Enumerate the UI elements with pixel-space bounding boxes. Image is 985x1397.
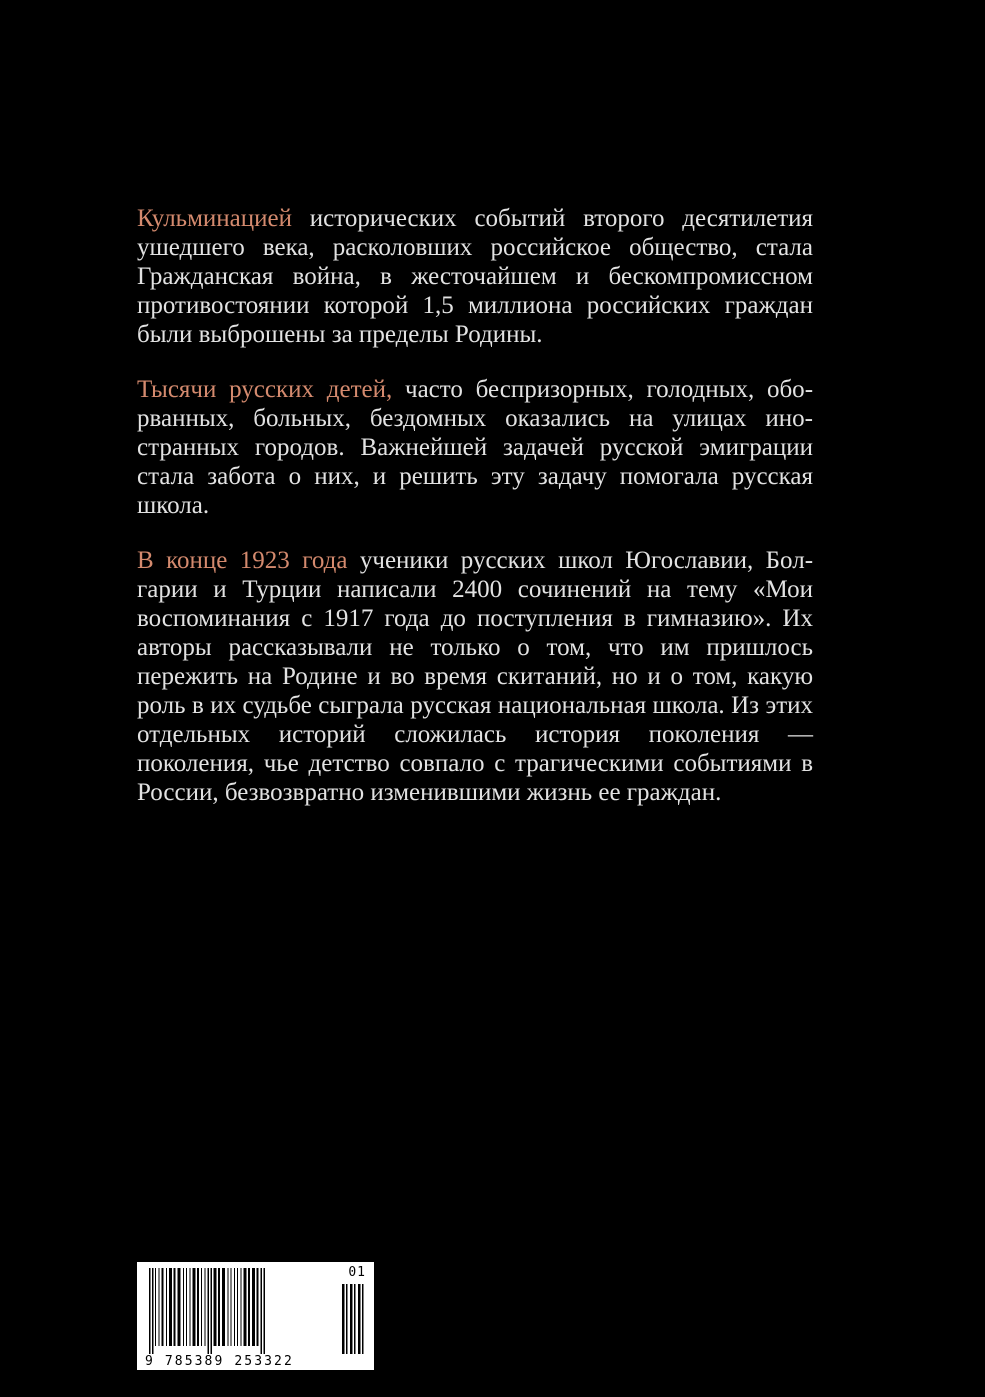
barcode-addon-digits: 01 — [348, 1265, 366, 1280]
paragraph-1-lead: Кульминацией — [137, 205, 292, 232]
barcode-bar — [193, 1268, 196, 1346]
barcode-bar — [186, 1268, 187, 1346]
barcode-bar — [190, 1268, 191, 1346]
barcode-bar — [155, 1268, 156, 1346]
barcode-bar — [149, 1268, 151, 1354]
barcode-digits: 9 785389 253322 — [145, 1354, 294, 1369]
barcode-bar — [222, 1268, 225, 1346]
barcode-addon-bar — [342, 1284, 345, 1354]
barcode-bar — [205, 1268, 206, 1346]
barcode-bar — [201, 1268, 202, 1346]
barcode-bar — [162, 1268, 164, 1346]
barcode-bar — [197, 1268, 199, 1346]
barcode-bar — [244, 1268, 247, 1346]
barcode-bar — [237, 1268, 238, 1346]
barcode-bar — [264, 1268, 266, 1354]
barcode-bar — [257, 1268, 259, 1346]
barcode-bar — [241, 1268, 242, 1346]
barcode-bar — [159, 1268, 160, 1346]
barcode-bar — [152, 1268, 154, 1354]
paragraph-2-body: часто беспризорных, голодных, оборванных, больных, бездомных оказались на улицах иностранных городов. Важнейшей задачей русской эмиграции стала забота о них, и решить эту задачу помогала русская школа. — [137, 376, 814, 519]
isbn-barcode — [137, 1262, 374, 1370]
barcode-addon-bar — [362, 1284, 364, 1354]
paragraph-1-body: исторических событий второго десятилетия ушедшего века, расколовших российское общество, стала Гражданская война, в жесточайшем и бескомпромиссном противостоянии которой 1,5 миллиона российских граждан были выброшены за пределы Родины. — [137, 205, 813, 348]
barcode-bar — [166, 1268, 167, 1346]
barcode-addon-bar — [346, 1284, 348, 1354]
barcode-bar — [169, 1268, 172, 1346]
barcode-addon-bar — [350, 1284, 353, 1354]
barcode-bar — [234, 1268, 235, 1346]
paragraph-2-lead: Тысячи русских детей, — [137, 376, 393, 403]
barcode-bar — [231, 1268, 232, 1346]
barcode-bar — [214, 1268, 217, 1346]
barcode-bar — [183, 1268, 184, 1346]
barcode-bar — [261, 1268, 263, 1354]
barcode-addon-bar — [354, 1284, 356, 1354]
barcode-bar — [208, 1268, 210, 1354]
barcode-bar — [178, 1268, 181, 1346]
paragraph-3 — [137, 546, 813, 807]
barcode-bar — [252, 1268, 255, 1346]
paragraph-3-lead: В конце 1923 года — [137, 547, 348, 574]
barcode-bar — [218, 1268, 220, 1346]
barcode-bar — [228, 1268, 229, 1346]
paragraph-2 — [137, 375, 813, 520]
barcode-bar — [211, 1268, 213, 1354]
barcode-addon-bar — [358, 1284, 361, 1354]
barcode-bar — [248, 1268, 250, 1346]
paragraph-1 — [137, 204, 813, 349]
paragraph-3-body: ученики русских школ Югославии, Болгарии и Турции написали 2400 сочинений на тему «Мои воспоминания с 1917 года до поступления в гимназию». Их авторы рассказывали не только о том, что им пришлось пережить на Родине и во время скитаний, но и о том, какую роль в их судьбе сыграла русская национальная школа. Из этих отдельных историй сложилась история поколения — поколения, чье детство совпало с трагическими событиями в России, безвозвратно изменившими жизнь ее граждан. — [137, 547, 814, 806]
barcode-bar — [174, 1268, 176, 1346]
